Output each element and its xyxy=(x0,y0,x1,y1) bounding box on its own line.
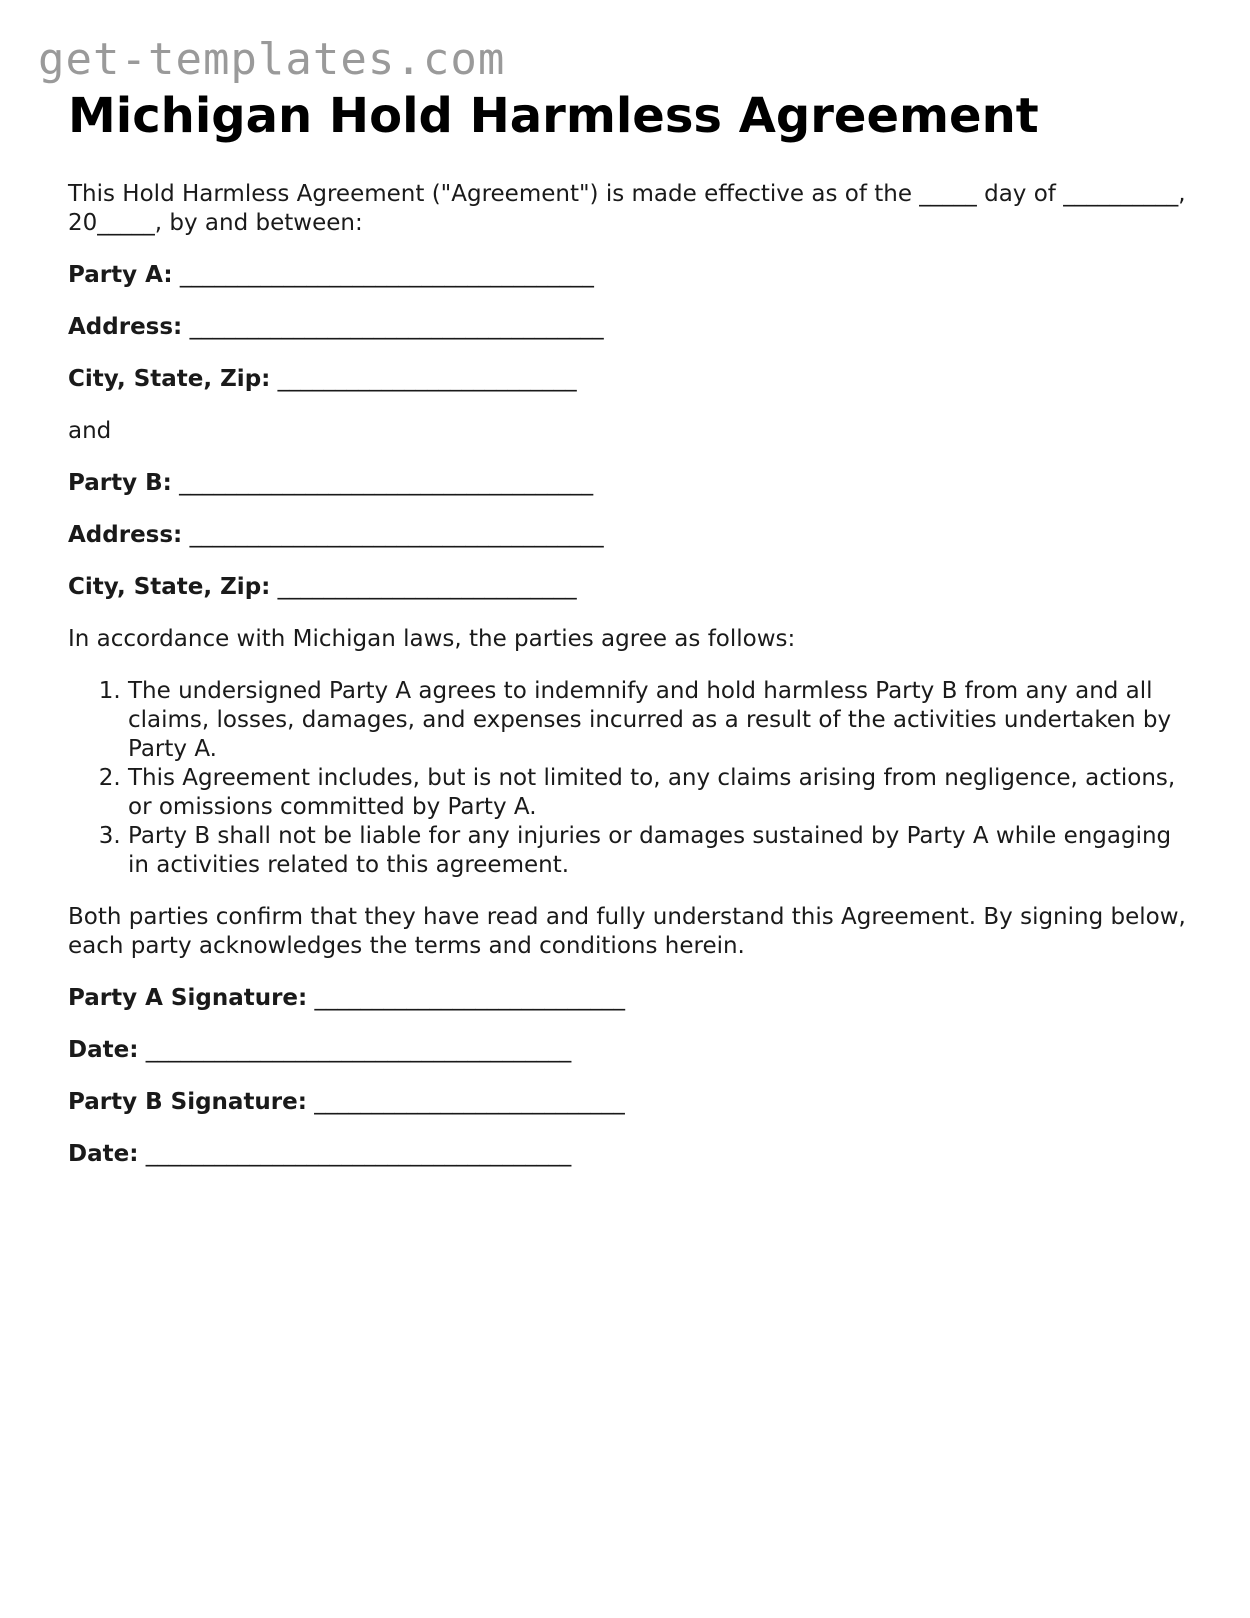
accordance-paragraph: In accordance with Michigan laws, the parties agree as follows: xyxy=(68,626,796,652)
party-b-signature-label: Party B Signature: xyxy=(68,1089,307,1115)
party-b-date-blank: _____________________________________ xyxy=(145,1141,572,1167)
party-b-city-field xyxy=(68,573,1188,602)
document-page xyxy=(68,86,1188,1169)
terms-list xyxy=(68,677,1188,880)
party-a-signature-label: Party A Signature: xyxy=(68,985,308,1011)
party-a-address-blank: ____________________________________ xyxy=(189,314,604,340)
party-a-address-field xyxy=(68,313,1188,342)
party-b-name-label: Party B: xyxy=(68,470,172,496)
party-b-signature-field xyxy=(68,1088,1188,1117)
party-a-date-field xyxy=(68,1036,1188,1065)
party-a-city-field xyxy=(68,365,1188,394)
party-b-address-blank: ____________________________________ xyxy=(189,522,604,548)
party-a-address-label: Address: xyxy=(68,314,183,340)
party-a-signature-field xyxy=(68,984,1188,1013)
party-a-city-label: City, State, Zip: xyxy=(68,366,271,392)
and-text: and xyxy=(68,418,112,444)
document-title: Michigan Hold Harmless Agreement xyxy=(68,88,1039,144)
party-a-city-blank: __________________________ xyxy=(277,366,577,392)
party-a-name-label: Party A: xyxy=(68,262,173,288)
party-b-name-field xyxy=(68,469,1188,498)
party-b-signature-blank: ___________________________ xyxy=(314,1089,625,1115)
party-b-date-label: Date: xyxy=(68,1141,139,1167)
party-b-address-field xyxy=(68,521,1188,550)
party-a-signature-blank: ___________________________ xyxy=(314,985,626,1011)
party-b-city-label: City, State, Zip: xyxy=(68,574,271,600)
term-item: 1. The undersigned Party A agrees to indemnify and hold harmless Party B from any and all claims, losses, damages, and expenses incurred as a result of the activities undertaken by Party A. xyxy=(128,677,1188,764)
party-a-name-blank: ____________________________________ xyxy=(179,262,594,288)
term-item: 3. Party B shall not be liable for any injuries or damages sustained by Party A while engaging in activities related to this agreement. xyxy=(128,822,1188,880)
watermark: get-templates.com xyxy=(38,34,506,85)
party-b-name-blank: ____________________________________ xyxy=(179,470,594,496)
term-item: 2. This Agreement includes, but is not limited to, any claims arising from negligence, actions, or omissions committed by Party A. xyxy=(128,764,1188,822)
party-b-city-blank: __________________________ xyxy=(277,574,577,600)
party-b-date-field xyxy=(68,1140,1188,1169)
party-a-date-label: Date: xyxy=(68,1037,139,1063)
confirmation-paragraph: Both parties confirm that they have read and fully understand this Agreement. By signing below, each party acknowledges the terms and conditions herein. xyxy=(68,904,1186,959)
party-a-date-blank: _____________________________________ xyxy=(145,1037,572,1063)
party-a-name-field xyxy=(68,261,1188,290)
intro-paragraph: This Hold Harmless Agreement ("Agreement") is made effective as of the _____ day of __________, 20_____, by and between: xyxy=(68,181,1186,236)
party-b-address-label: Address: xyxy=(68,522,183,548)
